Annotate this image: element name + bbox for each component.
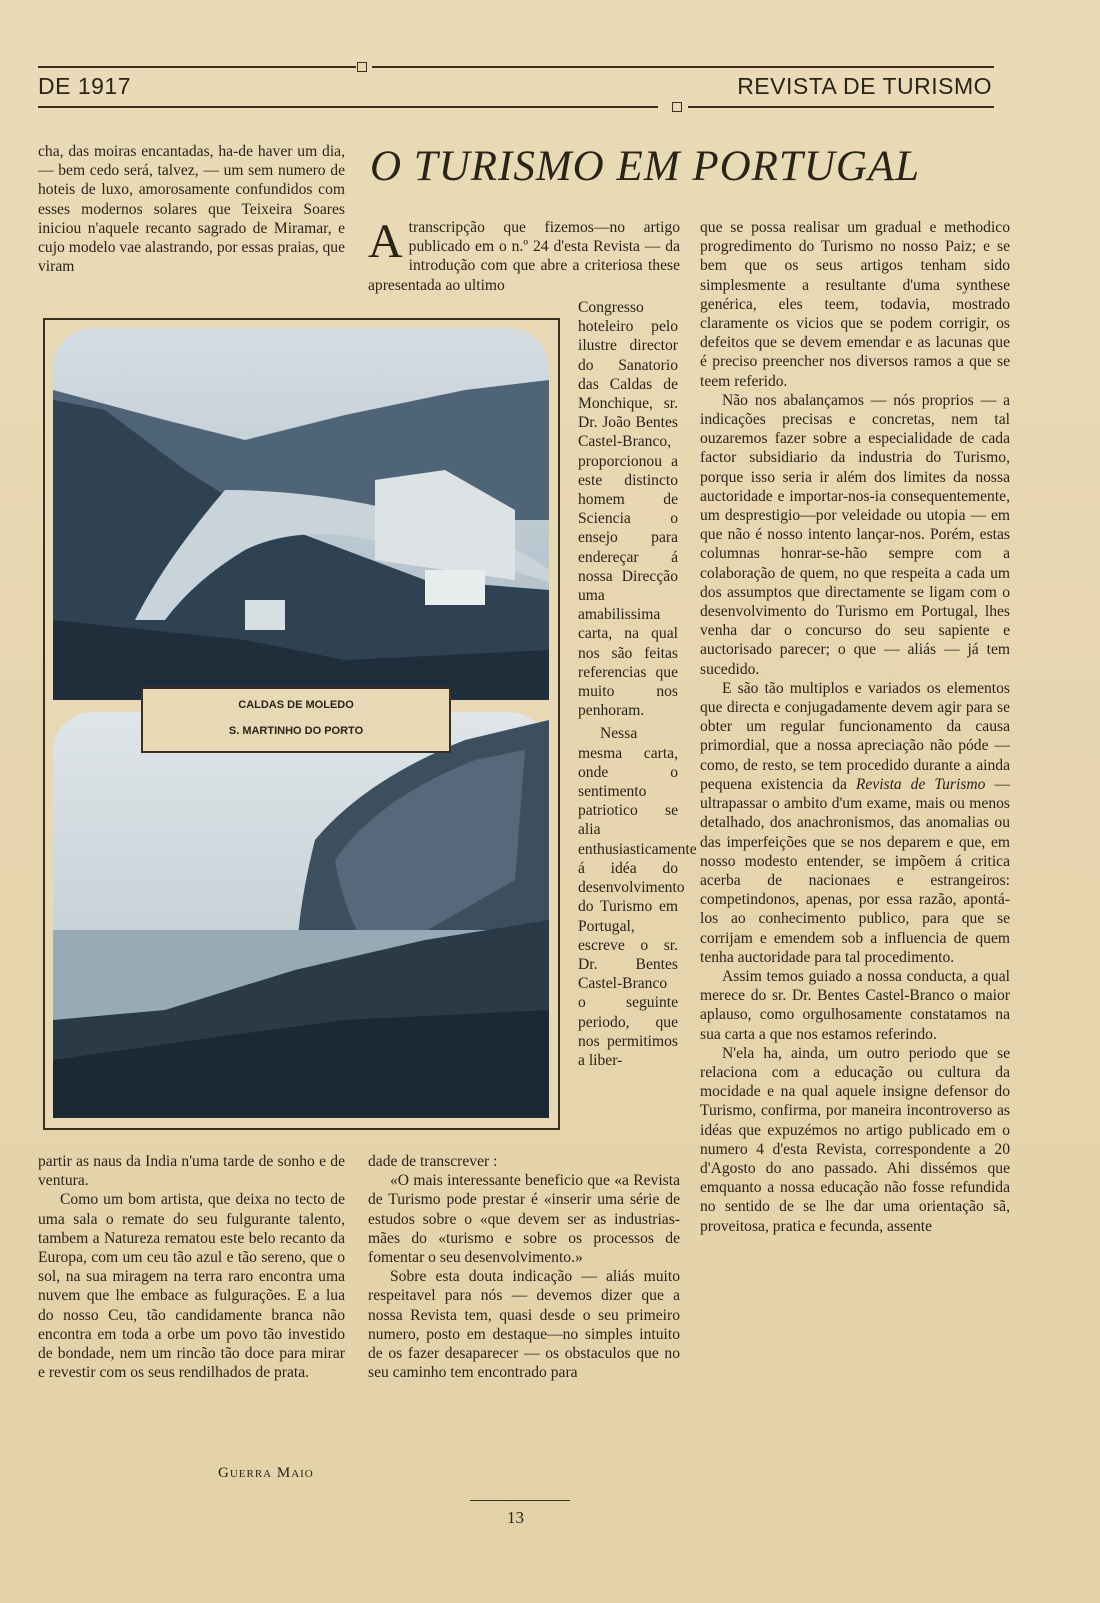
column-2-intro-text: transcripção que fizemos—no artigo publicado em o n.º 24 d'esta Revista — da introdução com que abre a criteriosa these apresentada ao ultimo [368,219,680,294]
column-2-continuation: dade de transcrever : [368,1153,498,1170]
column-3-p5: N'ela ha, ainda, um outro periodo que se relaciona com a educação ou cultura da mocidade e na qual aquele insigne defensor do Turismo, confirma, por maneira incontroverso as idéas que expuzémos no artigo publicado em o numero 4 d'esta Revista, correspondente a 20 d'Agosto do ano passado. Ahi dissémos que emquanto a nossa educação não fosse refundida no sentido de se lhe dar uma orientação sã, proveitosa, pratica e fecunda, assente [700,1044,1010,1235]
header-rule-bottom-left [38,106,658,108]
column-2-narrow-p1: Congresso hoteleiro pelo ilustre director do Sanatorio das Caldas de Monchique, sr. Dr. João Bentes Castel-Branco, proporcionou a este distincto homem de Sciencia o ensejo para endereçar á nossa Direcção uma amabilissima carta, na qual nos são feitas referencias que muito nos penhoram. [578,299,678,720]
header-ornament-top [357,62,367,72]
header-left: DE 1917 [38,73,132,99]
dropcap: A [368,215,403,268]
article-title: O TURISMO EM PORTUGAL [370,143,921,190]
column-1-top-text: cha, das moiras encantadas, ha-de haver um dia, — bem cedo será, talvez, — um sem numero de hoteis de luxo, amorosamente confundidos com esses modernos solares que Teixeira Soares iniciou n'aquele recanto sagrado de Miramar, e cujo modelo vae alastrando, por essas praias, que viram [38,143,346,276]
column-2-narrow [578,298,697,1070]
column-1-bottom [38,1152,345,1382]
column-2-bottom [368,1152,680,1382]
signature: Guerra Maio [218,1465,314,1481]
column-1-bottom-p1: partir as naus da India n'uma tarde de sonho e de ventura. [38,1153,345,1190]
footer-rule [470,1500,570,1501]
header-rule-top-left [38,66,356,68]
header-rule-top-right [372,66,994,68]
column-3-p2: Não nos abalançamos — nós proprios — a indicações precisas e concretas, nem tal ouzaremos fazer sobre a especialidade de cada factor subsidiario da industria do Turismo, porque isso seria ir além dos limites da nossa auctoridade e importar-nos-ia consequentemente, um desprestigio—por veleidade ou utopia — em que não é nosso intento lançar-nos. Porém, estas columnas honrar-se-hão sempre com a colaboração de quem, no que respeita a cada um dos assumptos que directamente se ligam com o desenvolvimento do Turismo em Portugal, lhes venha dar o concurso do seu sapiente e auctorisado parecer; o que — aliás — já tem sucedido. [700,391,1010,678]
column-1-top [38,142,345,276]
column-2-final: Sobre esta douta indicação — aliás muito respeitavel para nós — devemos dizer que a nossa Revista tem, quasi desde o seu primeiro numero, posto em destaque—no simples intuito de os fazer desaparecer — os obstaculos que no seu caminho tem encontrado para [368,1268,680,1382]
column-3-p1: que se possa realisar um gradual e methodico progredimento do Turismo no nosso Paiz; e se bem que os seus artigos tenham sido simplesmente a resultante d'uma synthese genérica, eles teem, todavia, mostrado claramente os vicios que se podem corrigir, os defeitos que se devem emendar e as lacunas que é preciso preencher nos diversos ramos a que se teem referido. [700,219,1010,390]
header-ornament-bottom [672,102,682,112]
column-3-p3-italic: Revista de Turismo [855,775,986,793]
caption-line-1: CALDAS DE MOLEDO [238,699,354,711]
column-2-narrow-p2: Nessa mesma carta, onde o sentimento patriotico se alia enthusiasticamente á idéa do desenvolvimento do Turismo em Portugal, escreve o sr. Dr. Bentes Castel-Branco o seguinte periodo, que nos permitimos a liber- [578,725,697,1069]
photo-caption [141,687,451,753]
column-3-p3-b: — ultrapassar o ambito d'um exame, mais ou menos detalhado, dos anachronismos, das anomalias ou das imperfeições que se nos deparem e que, em nosso modesto entender, se impõem á critica acerba de nacionaes e estrangeiros: competindonos, apenas, por essa razão, apontá-los ao conhecimento publico, para que se corrijam e emendem sob a influencia de quem tenha auctoridade para tal procedimento. [700,775,1010,966]
column-3-p3 [700,679,1010,967]
column-2-quote: «O mais interessante beneficio que «a Revista de Turismo pode prestar é «inserir uma série de estudos sobre o «que devem ser as industrias-mães do «turismo e sobre os processos de fomentar o seu desenvolvimento.» [368,1172,680,1267]
photo-plate [43,318,560,1130]
column-2-intro [368,215,680,295]
caption-line-2: S. MARTINHO DO PORTO [228,725,364,737]
header-right: REVISTA DE TURISMO [737,73,992,99]
column-1-bottom-p2: Como um bom artista, que deixa no tecto de uma sala o remate do seu fulgurante talento, tambem a Natureza rematou este belo recanto da Europa, com um ceu tão azul e tão sereno, que o sol, na sua miragem na terra raro encontra uma nuvem que lhe embace as fulgurações. E a lua do nosso Ceu, tão candidamente branca não encontra em toda a orbe um povo tão investido de bondade, nem um rincão tão doce para mirar e revestir com os seus rendilhados de prata. [38,1191,345,1382]
page-number: 13 [507,1508,524,1527]
column-3 [700,218,1010,1236]
column-3-p3-a: E são tão multiplos e variados os elementos que directa e conjugadamente devem agir para se obter um regular funcionamento da causa primordial, que a nossa apreciação não póde — como, de resto, se tem procedido durante a ainda pequena existencia da [700,679,1010,793]
header-rule-bottom-right [688,106,994,108]
column-3-p4: Assim temos guiado a nossa conducta, a qual merece do sr. Dr. Bentes Castel-Branco o maior aplauso, como orgulhosamente constatamos na sua carta a que nos estamos referindo. [700,967,1010,1043]
